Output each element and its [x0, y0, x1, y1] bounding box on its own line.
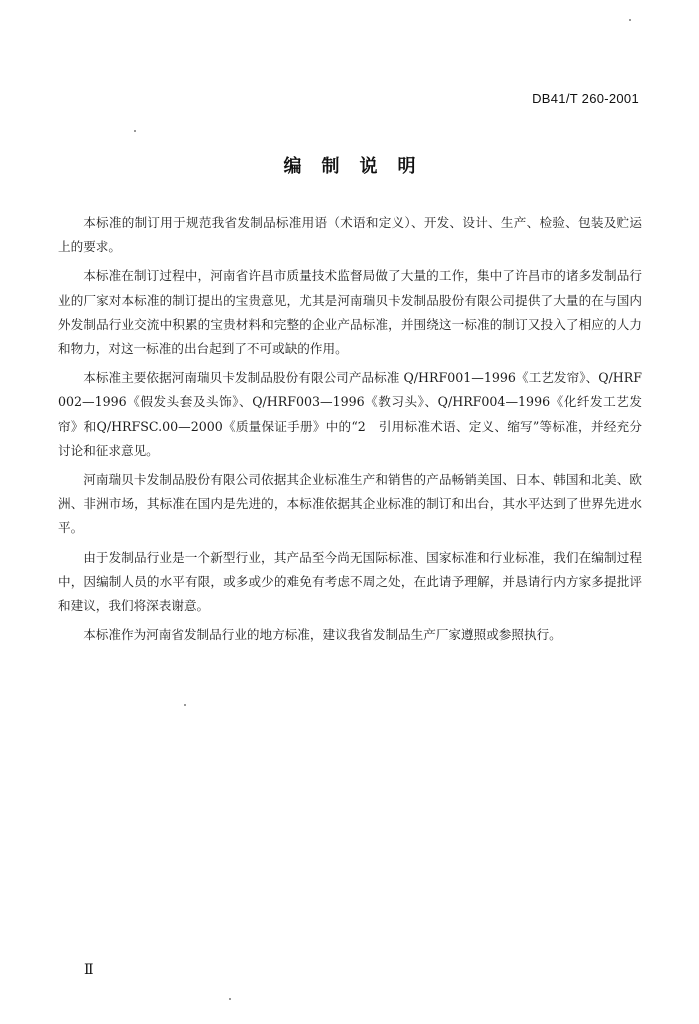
scan-speck — [629, 19, 631, 21]
scan-speck — [229, 998, 231, 1000]
paragraph-basis: 本标准主要依据河南瑞贝卡发制品股份有限公司产品标准 Q/HRF001—1996《工艺发帘》、Q/HRF002—1996《假发头套及头饰》、Q/HRF003—1996《教习头》、Q/HRF004—1996《化纤发工艺发帘》和Q/HRFSC.00—2000《质量保证手册》中的“2 引用标准术语、定义、缩写”等标准，并经充分讨论和征求意见。 — [58, 370, 642, 458]
paragraph-recommendation: 本标准作为河南省发制品行业的地方标准，建议我省发制品生产厂家遵照或参照执行。 — [83, 627, 562, 643]
paragraph-drafting-process: 本标准在制订过程中，河南省许昌市质量技术监督局做了大量的工作，集中了许昌市的诸多发制品行业的厂家对本标准的制订提出的宝贵意见，尤其是河南瑞贝卡发制品股份有限公司提供了大量的在与国内外发制品行业交流中积累的宝贵材料和完整的企业产品标准，并围绕这一标准的制订又投入了相应的人力和物力，对这一标准的出台起到了不可或缺的作用。 — [58, 268, 642, 357]
scan-speck — [134, 130, 136, 132]
page-number: Ⅱ — [84, 962, 94, 978]
body-text — [58, 211, 642, 652]
paragraph-scope: 本标准的制订用于规范我省发制品标准用语（术语和定义）、开发、设计、生产、检验、包装及贮运上的要求。 — [58, 215, 642, 255]
page-title: 编制说明 — [283, 156, 436, 177]
paragraph-limitations: 由于发制品行业是一个新型行业，其产品至今尚无国际标准、国家标准和行业标准，我们在编制过程中，因编制人员的水平有限，或多或少的难免有考虑不周之处，在此请予理解，并恳请行内方家多提批评和建议，我们将深表谢意。 — [58, 549, 642, 614]
paragraph-market: 河南瑞贝卡发制品股份有限公司依据其企业标准生产和销售的产品畅销美国、日本、韩国和北美、欧洲、非洲市场，其标准在国内是先进的，本标准依据其企业标准的制订和出台，其水平达到了世界先进水平。 — [58, 472, 642, 536]
scan-speck — [184, 704, 186, 706]
standard-code: DB41/T 260-2001 — [532, 91, 639, 106]
